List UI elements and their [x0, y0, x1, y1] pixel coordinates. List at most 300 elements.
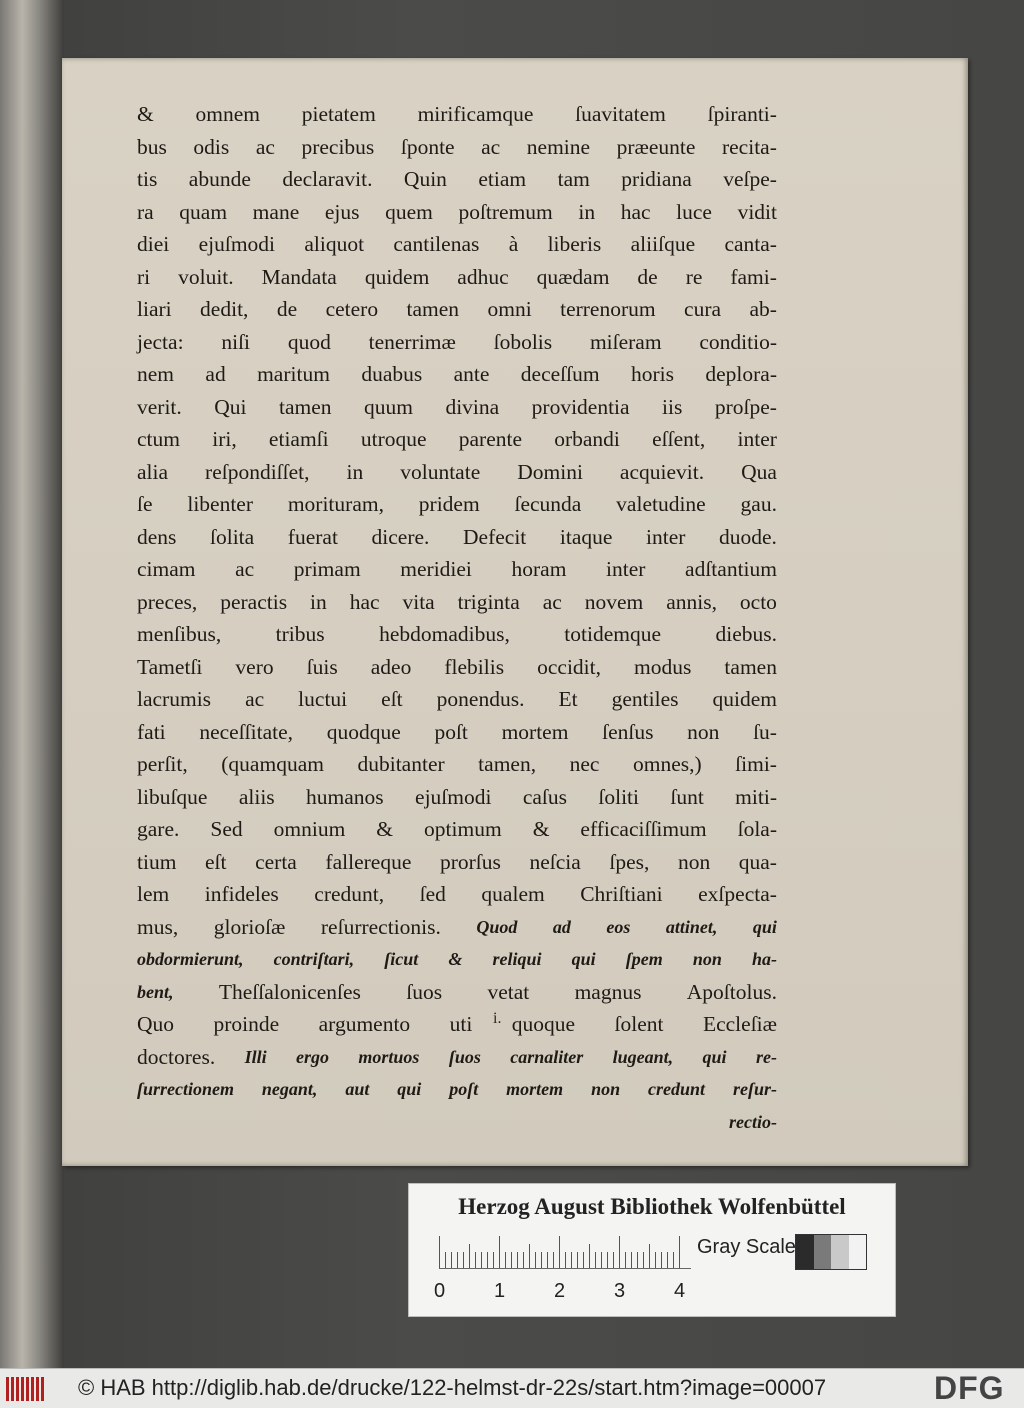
text-word: menſibus, [137, 622, 222, 646]
text-word: obdormierunt, [137, 949, 244, 969]
ruler-tick [667, 1252, 668, 1268]
text-word: cura [684, 297, 722, 321]
ruler-label: 4 [674, 1280, 686, 1302]
gray-swatches [795, 1234, 867, 1270]
text-word: hebdomadibus, [379, 622, 510, 646]
text-word: niſi [221, 329, 251, 354]
text-word: modus [634, 654, 692, 679]
text-word: tribus [275, 622, 325, 646]
text-word: mortem [501, 719, 569, 744]
text-word: terrenorum [560, 297, 656, 321]
text-word: carnaliter [510, 1046, 584, 1067]
text-word: itaque [559, 524, 613, 549]
text-word: nemine [526, 134, 591, 159]
ruler-label: 3 [614, 1280, 626, 1302]
text-word: ſuos [406, 979, 443, 1004]
text-word: attinet, [665, 916, 718, 937]
text-word: qua- [738, 849, 777, 874]
text-word: qualem [481, 882, 545, 906]
text-word: reſpondiſſet, [205, 459, 310, 484]
text-word: pridiana [621, 167, 692, 191]
text-word: ri [137, 264, 151, 289]
text-word: in [310, 589, 327, 614]
gray-swatch [796, 1235, 814, 1269]
text-word: & [376, 817, 394, 841]
ruler-tick [493, 1252, 494, 1268]
text-word: qui [397, 1079, 422, 1099]
text-word: lacrumis [137, 687, 212, 711]
gray-scale-label: Gray Scale [697, 1236, 796, 1258]
text-word: ac [235, 557, 255, 581]
ruler-tick [511, 1252, 512, 1268]
text-word: tium [137, 849, 177, 874]
text-word: & [532, 817, 550, 841]
text-word: primam [293, 557, 361, 581]
text-word: horam [511, 557, 567, 581]
gray-swatch [849, 1235, 867, 1269]
text-word: ad [205, 362, 226, 386]
text-line [137, 878, 777, 911]
text-word: quum [363, 394, 413, 419]
text-word: ad [552, 916, 571, 937]
text-word: fati [137, 719, 166, 744]
text-word: aliis [238, 784, 275, 809]
text-word: annis, [666, 589, 717, 614]
text-word: in [346, 459, 364, 484]
page-signature: i. [493, 1010, 502, 1027]
text-word: recita- [721, 134, 777, 159]
text-word: neſcia [529, 849, 581, 874]
text-word: tis [137, 167, 158, 191]
text-word: poſt [434, 719, 468, 744]
text-word: dedit, [200, 297, 249, 321]
ruler-tick [559, 1236, 560, 1268]
text-word: ejus [324, 199, 360, 224]
text-word: bent, [137, 981, 174, 1002]
text-word: pietatem [301, 102, 376, 126]
text-word: veſpe- [723, 167, 777, 191]
text-word: verit. [137, 394, 182, 419]
text-word: de [276, 297, 298, 321]
text-word: preces, [137, 589, 198, 614]
text-word: non [687, 719, 720, 744]
text-word: reſur- [732, 1079, 777, 1099]
text-word: abunde [188, 167, 251, 191]
text-word: ergo [296, 1046, 330, 1067]
text-word: ab- [749, 297, 777, 321]
text-word: eos [606, 916, 631, 937]
text-word: acquievit. [619, 459, 705, 484]
text-word: prorſus [439, 849, 501, 874]
text-word: quædam [536, 264, 610, 289]
text-word: Chriſtiani [580, 882, 663, 906]
text-word: ac [255, 134, 275, 159]
text-word: ante [453, 362, 490, 386]
text-word: iri, [212, 427, 237, 451]
text-word: ejuſmodi [415, 784, 492, 809]
text-word: nec [569, 752, 600, 776]
text-word: omni [487, 297, 532, 321]
text-word: omnium [273, 817, 346, 841]
text-word: utroque [360, 427, 427, 451]
ruler-tick [565, 1252, 566, 1268]
text-word: Theſſalonicenſes [218, 979, 361, 1004]
ruler-tick [523, 1252, 524, 1268]
text-word: Eccleſiæ [702, 1012, 777, 1036]
ruler-tick [613, 1252, 614, 1268]
text-word: aliiſque [630, 232, 696, 256]
text-word: ſe [137, 492, 153, 516]
text-line [137, 651, 777, 684]
text-word: ſobolis [493, 329, 553, 354]
text-word: mane [252, 199, 300, 224]
ruler-tick [643, 1252, 644, 1268]
text-word: ſed [419, 882, 446, 906]
text-word: cetero [325, 297, 379, 321]
text-word: qui [571, 949, 596, 969]
text-word: jecta: [137, 329, 184, 354]
text-word: gare. [137, 817, 180, 841]
ruler-tick [571, 1252, 572, 1268]
text-line [137, 423, 777, 456]
text-word: voluntate [400, 459, 481, 484]
text-word: quodque [326, 719, 401, 744]
text-line [137, 846, 777, 879]
text-word: cantilenas [393, 232, 480, 256]
text-word: Qua [741, 459, 777, 484]
ruler-tick [583, 1252, 584, 1268]
ruler-tick [541, 1252, 542, 1268]
text-word: adhuc [457, 264, 509, 289]
text-word: occidit, [537, 654, 602, 679]
text-word: ſolent [614, 1012, 664, 1036]
text-word: poſtremum [458, 199, 553, 224]
text-word: ac [542, 589, 562, 614]
text-word: exſpecta- [698, 882, 777, 906]
text-word: ra [137, 199, 154, 224]
ruler-tick [445, 1252, 446, 1268]
text-word: ac [245, 687, 265, 711]
text-word: & [137, 102, 154, 126]
text-word: quoque [511, 1012, 576, 1036]
text-word: adeo [370, 654, 412, 679]
text-line [137, 521, 777, 554]
text-word: ſicut [384, 949, 419, 969]
text-word: ponendus. [436, 687, 525, 711]
ruler-tick [451, 1252, 452, 1268]
text-word: eſt [381, 687, 403, 711]
text-word: liari [137, 297, 172, 321]
text-word: ſenſus [602, 719, 654, 744]
text-word: proinde [213, 1012, 280, 1036]
text-word: aut [345, 1079, 370, 1099]
text-word: odis [193, 134, 230, 159]
text-word: credunt, [314, 882, 385, 906]
text-word: à [508, 232, 519, 256]
text-word: tenerrimæ [368, 329, 456, 354]
text-line [137, 781, 777, 814]
text-line [137, 293, 777, 326]
text-word: doctores. [137, 1044, 216, 1069]
text-line [137, 456, 777, 489]
text-word: adſtantium [685, 557, 777, 581]
text-line [137, 553, 777, 586]
text-word: infideles [204, 882, 279, 906]
text-word: hac [620, 199, 651, 224]
text-word: ſuavitatem [575, 102, 666, 126]
text-word: parente [458, 427, 523, 451]
ruler-tick [661, 1252, 662, 1268]
ruler-tick [589, 1244, 590, 1268]
ruler-tick [625, 1252, 626, 1268]
text-word: nem [137, 362, 175, 386]
text-word: valetudine [616, 492, 706, 516]
text-word: quidem [712, 687, 777, 711]
text-line [137, 1041, 777, 1074]
text-word: glorioſæ [213, 914, 286, 939]
text-word: ſpem [625, 949, 663, 969]
text-word: ſecunda [514, 492, 582, 516]
text-word: deplora- [705, 362, 777, 386]
text-word: dens [137, 524, 177, 549]
text-word: caſus [522, 784, 568, 809]
ruler-baseline [439, 1268, 691, 1269]
text-word: mus, [137, 914, 179, 939]
text-word: precibus [301, 134, 375, 159]
text-word: divina [445, 394, 500, 419]
text-word: omnem [195, 102, 260, 126]
text-word: credunt [648, 1079, 706, 1099]
book-binding-edge [0, 0, 64, 1368]
ruler-tick [487, 1252, 488, 1268]
text-word: omnes,) [632, 752, 702, 776]
text-word: Quod [476, 916, 518, 937]
text-word: dicere. [371, 524, 430, 549]
text-word: ctum [137, 427, 180, 451]
ruler-tick [655, 1252, 656, 1268]
text-word: vetat [487, 979, 530, 1004]
text-word: canta- [724, 232, 777, 256]
text-line [137, 976, 777, 1009]
text-word: luctui [298, 687, 348, 711]
text-line [137, 683, 777, 716]
text-word: tamen, [478, 752, 537, 776]
text-word: re- [755, 1046, 777, 1067]
text-word: ejuſmodi [198, 232, 276, 256]
ruler-tick [607, 1252, 608, 1268]
text-word: in [578, 199, 596, 224]
text-word: tamen [278, 394, 332, 419]
text-word: (quamquam [221, 752, 324, 776]
ruler-tick [637, 1252, 638, 1268]
text-word: reſurrectionis. [320, 914, 441, 939]
color-scale-card [408, 1183, 896, 1317]
text-word: pridem [418, 492, 480, 516]
text-word: optimum [424, 817, 502, 841]
text-word: bus [137, 134, 167, 159]
dfg-logo: DFG [934, 1370, 1005, 1406]
text-word: Tametſi [137, 654, 203, 679]
text-word: tamen [406, 297, 460, 321]
text-word: Qui [214, 394, 247, 419]
ruler-tick [619, 1236, 620, 1268]
text-word: ſolita [210, 524, 255, 549]
text-word: dubitanter [357, 752, 445, 776]
ruler-tick [529, 1244, 530, 1268]
text-word: diei [137, 232, 170, 256]
text-word: inter [646, 524, 686, 549]
text-word: mortem [506, 1079, 564, 1099]
text-line [137, 98, 777, 131]
text-word: ſunt [670, 784, 704, 809]
text-line [137, 618, 777, 651]
text-word: miti- [735, 784, 777, 809]
text-word: neceſſitate, [199, 719, 294, 744]
ruler-tick [505, 1252, 506, 1268]
text-word: proſpe- [714, 394, 777, 419]
text-word: efficaciſſimum [580, 817, 707, 841]
text-word: providentia [531, 394, 630, 419]
text-word: alia [137, 459, 169, 484]
text-word: humanos [306, 784, 384, 809]
text-word: Defecit [463, 524, 527, 549]
text-word: flebilis [444, 654, 505, 679]
text-word: morituram, [287, 492, 384, 516]
text-word: & [448, 949, 463, 969]
text-word: Illi [244, 1046, 267, 1067]
ruler-tick [535, 1252, 536, 1268]
text-word: ha- [751, 949, 777, 969]
text-line [137, 748, 777, 781]
text-word: negant, [261, 1079, 318, 1099]
text-word: vita [402, 589, 435, 614]
text-word: ſpes, [609, 849, 650, 874]
text-line [137, 813, 777, 846]
page-text-block [137, 98, 777, 1138]
ruler-tick [679, 1236, 680, 1268]
text-word: libuſque [137, 784, 208, 809]
text-word: rectio- [729, 1111, 777, 1132]
text-word: peractis [220, 589, 288, 614]
text-word: totidemque [564, 622, 662, 646]
text-word: Domini [517, 459, 583, 484]
text-line [137, 911, 777, 944]
ruler-tick [547, 1252, 548, 1268]
text-word: cimam [137, 557, 196, 581]
text-word: voluit. [178, 264, 234, 289]
text-word: inter [606, 557, 646, 581]
text-word: lem [137, 882, 170, 906]
ruler-tick [469, 1244, 470, 1268]
text-line [137, 488, 777, 521]
text-word: meridiei [400, 557, 472, 581]
text-word: quod [287, 329, 331, 354]
text-word: triginta [457, 589, 520, 614]
text-word: ſu- [753, 719, 777, 744]
text-word: iis [662, 394, 683, 419]
text-word: hac [349, 589, 380, 614]
text-word: mirificamque [417, 102, 534, 126]
ruler-tick [517, 1252, 518, 1268]
text-word: tamen [724, 654, 777, 679]
footer-url[interactable]: © HAB http://diglib.hab.de/drucke/122-helmst-dr-22s/start.htm?image=00007 [78, 1375, 827, 1400]
ruler-tick [601, 1252, 602, 1268]
text-word: conditio- [699, 329, 777, 354]
text-line [137, 261, 777, 294]
text-word: luce [676, 199, 712, 224]
text-word: Quo [137, 1012, 175, 1036]
text-word: fallereque [325, 849, 412, 874]
text-line [137, 196, 777, 229]
text-word: eſt [205, 849, 227, 874]
text-word: gau. [740, 492, 777, 516]
text-line [137, 586, 777, 619]
ruler-tick [673, 1252, 674, 1268]
ruler-tick [481, 1252, 482, 1268]
text-word: fuerat [287, 524, 338, 549]
text-word: contriſtari, [273, 949, 355, 969]
ruler-label: 2 [554, 1280, 566, 1302]
text-word: non [591, 1079, 621, 1099]
ruler-tick [577, 1252, 578, 1268]
text-word: fami- [730, 264, 777, 289]
text-word: præeunte [616, 134, 696, 159]
text-line [137, 228, 777, 261]
text-word: miſeram [589, 329, 662, 354]
text-word: declaravit. [282, 167, 373, 191]
text-word: lugeant, [612, 1046, 674, 1067]
text-word: non [677, 849, 711, 874]
text-word: diebus. [715, 622, 777, 646]
text-word: inter [737, 427, 777, 451]
text-word: etiam [478, 167, 527, 191]
text-word: duabus [361, 362, 423, 386]
text-word: quidem [364, 264, 430, 289]
text-word: de [637, 264, 658, 289]
ruler-tick [475, 1252, 476, 1268]
text-word: octo [739, 589, 777, 614]
text-word: ſurrectionem [137, 1079, 234, 1099]
footer-bar [0, 1368, 1024, 1408]
text-word: non [692, 949, 722, 969]
ruler-label: 0 [434, 1280, 446, 1302]
text-line [137, 1008, 777, 1041]
text-word: maritum [257, 362, 330, 386]
ruler-tick [463, 1252, 464, 1268]
text-word: quem [385, 199, 433, 224]
text-line [137, 163, 777, 196]
ruler-label: 1 [494, 1280, 506, 1302]
ruler-tick [457, 1252, 458, 1268]
text-word: Sed [210, 817, 243, 841]
text-word: qui [752, 916, 777, 937]
gray-swatch [831, 1235, 849, 1269]
text-word: ſpiranti- [707, 102, 777, 126]
text-word: uti [449, 1012, 473, 1036]
text-word: ſoliti [598, 784, 639, 809]
text-word: certa [255, 849, 297, 874]
text-word: qui [702, 1046, 727, 1067]
text-word: ac [481, 134, 501, 159]
ruler-tick [553, 1252, 554, 1268]
measurement-ruler [434, 1230, 691, 1302]
text-word: re [685, 264, 703, 289]
ruler-tick [439, 1236, 440, 1268]
gray-swatch [814, 1235, 832, 1269]
text-word: duode. [719, 524, 777, 549]
text-word: liberis [547, 232, 602, 256]
text-line [137, 716, 777, 749]
